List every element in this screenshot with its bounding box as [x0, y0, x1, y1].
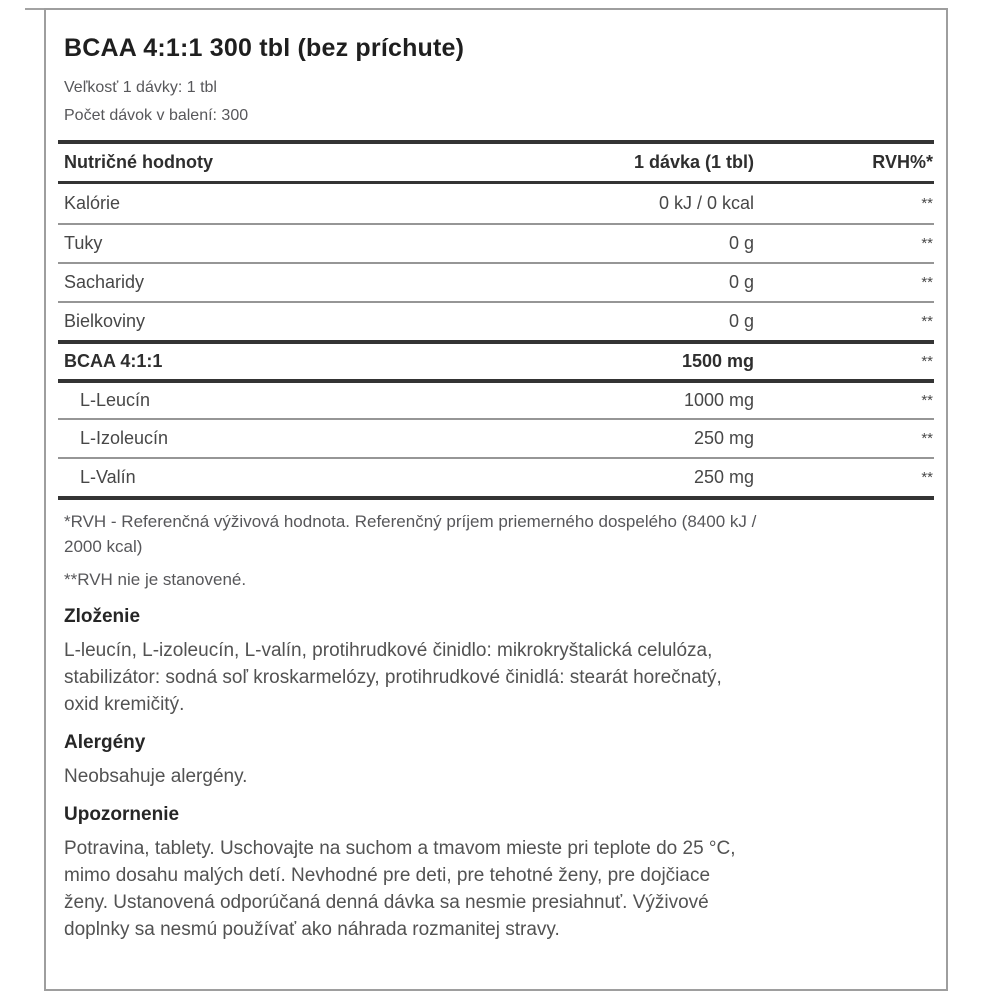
footnote-line: 2000 kcal)	[64, 537, 143, 556]
row-bcaa-total	[58, 340, 934, 379]
warning-line: Potravina, tablety. Uschovajte na suchom a tmavom mieste pri teplote do 25 °C,	[64, 838, 736, 859]
rvh-definition-footnote	[64, 509, 928, 559]
nutrient-rvh: **	[921, 392, 933, 409]
warning-line: doplnky sa nesmú používať ako náhrada rozmanitej stravy.	[64, 919, 560, 940]
nutrient-value: 1000 mg	[683, 390, 754, 410]
row-tuky	[58, 223, 934, 262]
nutrient-rvh: **	[921, 430, 933, 447]
nutrient-label: BCAA 4:1:1	[64, 351, 163, 371]
warning-heading: Upozornenie	[64, 804, 180, 825]
nutrient-value: 0 kJ / 0 kcal	[658, 193, 754, 213]
nutrient-value: 250 mg	[693, 467, 754, 487]
nutrient-label: L-Leucín	[80, 390, 151, 410]
nutrient-label: Bielkoviny	[64, 311, 146, 331]
nutrition-table	[58, 140, 934, 500]
footnote-line: *RVH - Referenčná výživová hodnota. Referenčný príjem priemerného dospelého (8400 kJ /	[64, 512, 757, 531]
row-l-izoleucin	[58, 418, 934, 457]
nutrient-value: 0 g	[728, 233, 754, 253]
allergens-heading: Alergény	[64, 732, 146, 753]
row-kalorie	[58, 184, 934, 223]
row-bielkoviny	[58, 301, 934, 340]
product-title: BCAA 4:1:1 300 tbl (bez príchute)	[64, 34, 465, 62]
ingredients-line: stabilizátor: sodná soľ kroskarmelózy, protihrudkové činidlá: stearát horečnatý,	[64, 667, 722, 688]
nutrient-value: 1500 mg	[681, 351, 754, 371]
row-sacharidy	[58, 262, 934, 301]
ingredients-text	[64, 637, 928, 718]
warning-text	[64, 835, 928, 943]
warning-line: ženy. Ustanovená odporúčaná denná dávka sa nesmie presiahnuť. Výživové	[64, 892, 709, 913]
nutrient-label: Kalórie	[64, 193, 121, 213]
nutrient-label: L-Valín	[80, 467, 136, 487]
nutrient-label: Sacharidy	[64, 272, 145, 292]
nutrient-rvh: **	[921, 274, 933, 291]
row-l-leucin	[58, 379, 934, 418]
ingredients-heading: Zloženie	[64, 606, 141, 627]
nutrition-info-panel	[44, 8, 948, 991]
table-header-row	[58, 144, 934, 184]
warning-line: mimo dosahu malých detí. Nevhodné pre deti, pre tehotné ženy, pre dojčiace	[64, 865, 711, 886]
nutrient-label: L-Izoleucín	[80, 428, 169, 448]
nutrient-rvh: **	[921, 235, 933, 252]
ingredients-line: oxid kremičitý.	[64, 694, 185, 715]
header-per-serving: 1 dávka (1 tbl)	[633, 152, 754, 172]
ingredients-line: L-leucín, L-izoleucín, L-valín, protihrudkové činidlo: mikrokryštalická celulóza,	[64, 640, 713, 661]
serving-size-label: Veľkosť 1 dávky: 1 tbl	[64, 79, 217, 96]
servings-count-label: Počet dávok v balení: 300	[64, 107, 249, 124]
header-nutrition-values: Nutričné hodnoty	[64, 152, 213, 172]
nutrient-rvh: **	[921, 353, 933, 370]
nutrient-value: 0 g	[728, 272, 754, 292]
nutrient-rvh: **	[921, 195, 933, 212]
rvh-not-set-footnote: **RVH nie je stanovené.	[64, 570, 247, 589]
nutrient-label: Tuky	[64, 233, 103, 253]
row-l-valin	[58, 457, 934, 496]
nutrient-rvh: **	[921, 313, 933, 330]
top-border-artifact	[25, 8, 46, 10]
nutrient-rvh: **	[921, 469, 933, 486]
header-rvh-percent: RVH%*	[872, 152, 933, 172]
nutrient-value: 0 g	[728, 311, 754, 331]
allergens-text: Neobsahuje alergény.	[64, 766, 248, 787]
nutrient-value: 250 mg	[693, 428, 754, 448]
